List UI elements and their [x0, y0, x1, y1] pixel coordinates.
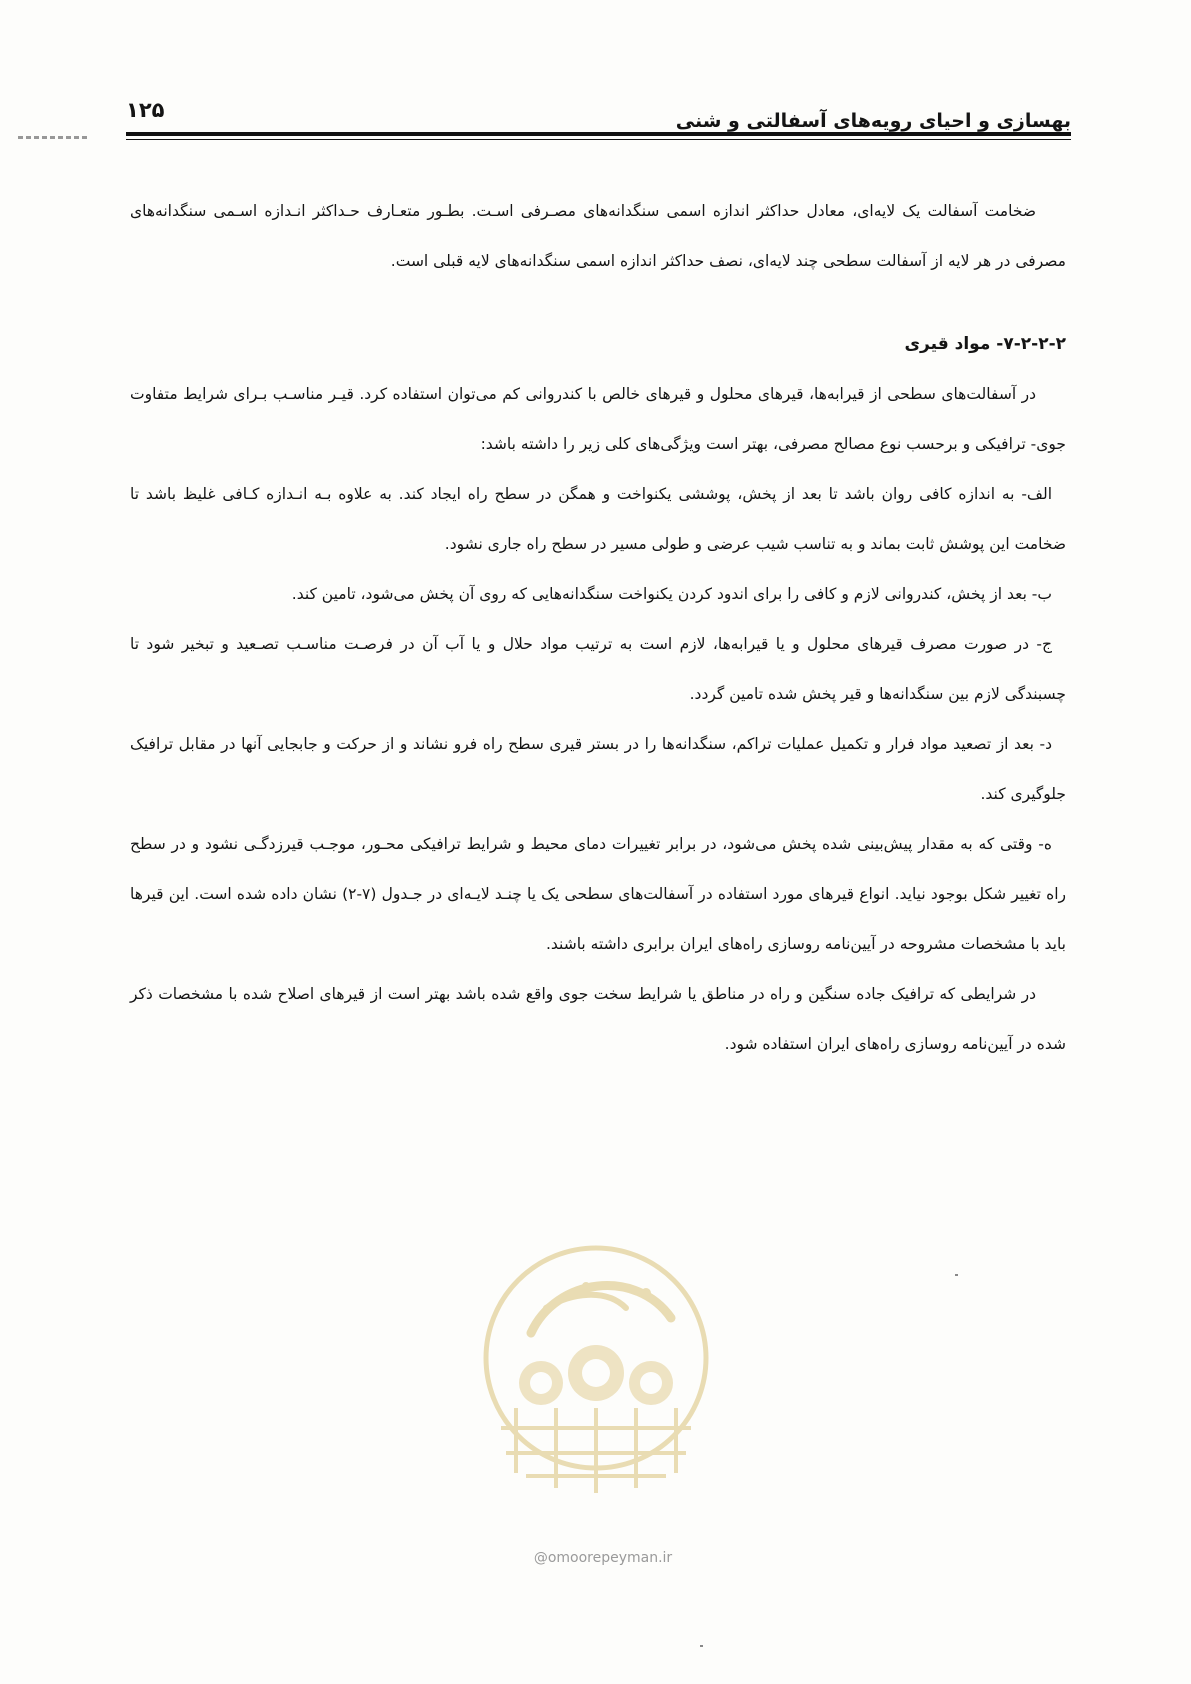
running-title: بهسازی و احیای رویه‌های آسفالتی و شنی [675, 110, 1071, 132]
scan-speck [700, 1645, 703, 1647]
list-item-jim: ج- در صورت مصرف قیرهای محلول و یا قیرابه‌ها، لازم است به ترتیب مواد حلال و یا آب آن در فرصـت مناسـب تصـعید و تبخیر شود تا چسبندگی لازم بین سنگدانه‌ها و قیر پخش شده تامین گردد. [130, 635, 1066, 703]
header-rule-thick [126, 132, 1071, 136]
intro-paragraph: ضخامت آسفالت یک لایه‌ای، معادل حداکثر اندازه اسمی سنگدانه‌های مصـرفی اسـت. بطـور متعـارف حـداکثر انـدازه اسـمی سنگدانه‌های مصرفی در هر لایه از آسفالت سطحی چند لایه‌ای، نصف حداکثر اندازه اسمی سنگدانه‌های لایه قبلی است. [130, 202, 1066, 270]
watermark-url: @omoorepeyman.ir [533, 1550, 673, 1566]
header-rule-thin [126, 139, 1071, 140]
list-item-be: ب- بعد از پخش، کندروانی لازم و کافی را برای اندود کردن یکنواخت سنگدانه‌هایی که روی آن پخش می‌شود، تامین کند. [291, 585, 1052, 603]
scan-artifact [18, 136, 88, 139]
section-lead-paragraph: در آسفالت‌های سطحی از قیرابه‌ها، قیرهای محلول و قیرهای خالص با کندروانی کم می‌توان استفاده کرد. قیـر مناسـب بـرای شرایط متفاوت جوی- ترافیکی و برحسب نوع مصالح مصرفی، بهتر است ویژگی‌های کلی زیر را داشته باشد: [130, 385, 1066, 453]
closing-paragraph: در شرایطی که ترافیک جاده سنگین و راه در مناطق یا شرایط سخت جوی واقع شده باشد بهتر است از قیرهای اصلاح شده با مشخصات ذکر شده در آیین‌نامه روسازی راه‌های ایران استفاده شود. [130, 985, 1066, 1053]
page-number: ۱۲۵ [126, 98, 165, 122]
list-item-he: ه- وقتی که به مقدار پیش‌بینی شده پخش می‌شود، در برابر تغییرات دمای محیط و شرایط ترافیکی محـور، موجـب قیرزدگـی نشود و در سطح راه تغییر شکل بوجود نیاید. انواع قیرهای مورد استفاده در آسفالت‌های سطحی یک یا چنـد لایـه‌ای در جـدول (۷-۲) نشان داده شده است. این قیرها باید با مشخصات مشروحه در آیین‌نامه روسازی راه‌های ایران برابری داشته باشند. [130, 835, 1066, 953]
watermark-logo [476, 1238, 716, 1508]
body-content [130, 186, 1066, 1069]
list-item-alef: الف- به اندازه کافی روان باشد تا بعد از پخش، پوششی یکنواخت و همگن در سطح راه ایجاد کند. به علاوه بـه انـدازه کـافی غلیظ باشد تا ضخامت این پوشش ثابت بماند و به تناسب شیب عرضی و طولی مسیر در سطح راه جاری نشود. [130, 485, 1066, 553]
list-item-dal: د- بعد از تصعید مواد فرار و تکمیل عملیات تراکم، سنگدانه‌ها را در بستر قیری سطح راه فرو نشاند و از حرکت و جابجایی آنها در مقابل ترافیک جلوگیری کند. [130, 735, 1066, 803]
section-heading: ۷-۲-۲-۲- مواد قیری [904, 334, 1066, 354]
scan-speck [955, 1274, 958, 1276]
